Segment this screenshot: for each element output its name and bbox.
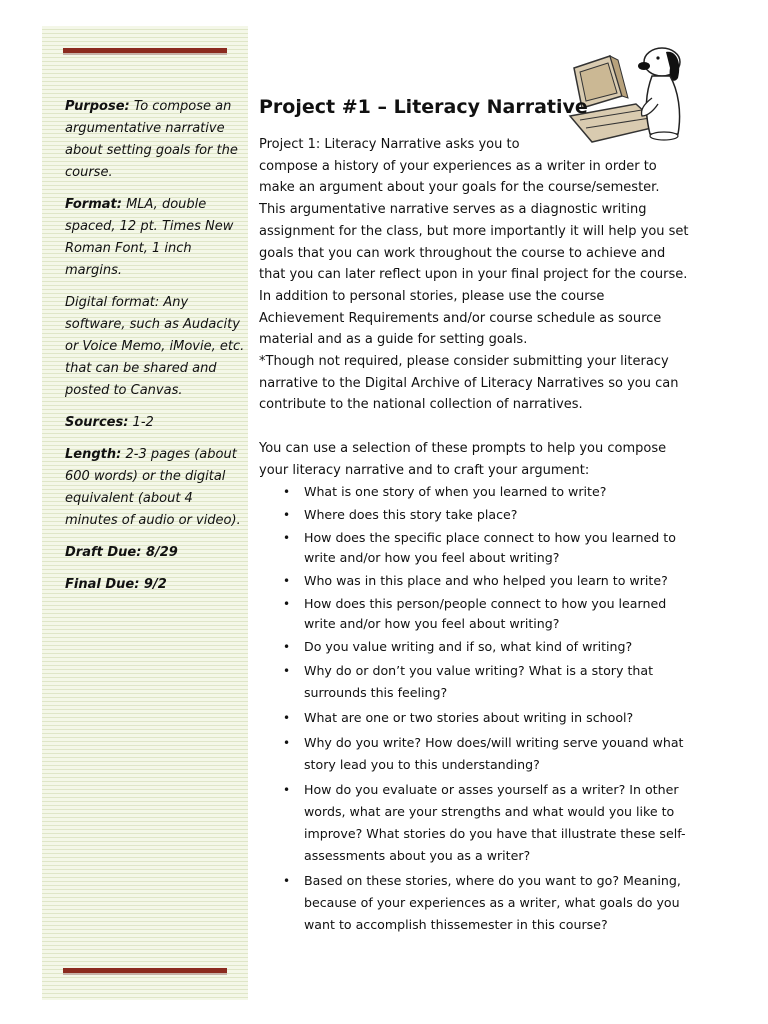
top-divider [63,48,227,55]
diagnostic-paragraph: This argumentative narrative serves as a diagnostic writing assignment for the class, but more importantly it will help you set goals that you can work throughout the course to achieve and that you can later reflect upon in your final project for the course. [259,202,689,283]
format-text: MLA, double spaced, 12 pt. Times New Roman Font, 1 inch margins. [65,197,234,278]
bullet-icon: • [283,530,291,545]
bullet-icon: • [283,639,291,654]
length-block [65,444,245,532]
bullet-icon: • [283,573,291,588]
list-item: • Why do or don’t you value writing? What is a story that surrounds this feeling? [259,660,689,704]
prompts-list [259,482,689,936]
main-content [259,92,689,939]
bullet-icon: • [283,596,291,611]
intro-paragraph: compose a history of your experiences as a writer in order to make an argument about your goals for the course/semester. [259,158,660,196]
bullet-icon: • [283,782,291,797]
digital-format-block: Digital format: Any software, such as Audacity or Voice Memo, iMovie, etc. that can be shared and posted to Canvas. [65,295,245,398]
intro-first-line: Project 1: Literacy Narrative asks you to [259,137,520,152]
sources-block [65,412,245,434]
length-label: Length: [65,447,122,462]
draft-due: Draft Due: 8/29 [65,545,178,560]
page-title: Project #1 – Literacy Narrative [259,96,588,118]
list-item: • What is one story of when you learned to write? [259,482,689,502]
purpose-block [65,96,245,184]
purpose-text: To compose an argumentative narrative about setting goals for the course. [65,99,238,180]
bullet-icon: • [283,710,291,725]
list-item: • Based on these stories, where do you want to go? Meaning, because of your experiences as a writer, what goals do you want to accomplish thissemester in this course? [259,870,689,936]
list-item: • Do you value writing and if so, what kind of writing? [259,637,689,657]
list-item: • What are one or two stories about writing in school? [259,707,689,729]
bottom-divider [63,968,227,975]
list-item: • How does the specific place connect to how you learned to write and/or how you feel about writing? [283,529,676,565]
bullet-icon: • [283,873,291,888]
archive-paragraph: *Though not required, please consider submitting your literacy narrative to the Digital Archive of Literacy Narratives so you can contribute to the national collection of narratives. [259,354,679,413]
sources-paragraph: In addition to personal stories, please use the course Achievement Requirements and/or course schedule as source material and as a guide for setting goals. [259,288,662,348]
list-item: • Who was in this place and who helped you learn to write? [259,571,689,591]
format-label: Format: [65,197,122,212]
final-due: Final Due: 9/2 [65,577,167,592]
sidebar-content [65,96,245,606]
list-item: • How do you evaluate or asses yourself as a writer? In other words, what are your strengths and what would you like to improve? What stories do you have that illustrate these self-assessments about you as a writer? [259,779,689,867]
sources-text: 1-2 [128,415,154,430]
bullet-icon: • [283,735,291,750]
list-item: • Where does this story take place? [259,505,689,525]
sources-label: Sources: [65,415,129,430]
bullet-icon: • [283,484,291,499]
list-item: • Why do you write? How does/will writing serve youand what story lead you to this understanding? [259,732,689,776]
length-text: 2-3 pages (about 600 words) or the digital equivalent (about 4 minutes of audio or video). [65,447,241,528]
bullet-icon: • [283,507,291,522]
bullet-icon: • [283,663,291,678]
format-block [65,194,245,282]
purpose-label: Purpose: [65,99,130,114]
list-item: • How does this person/people connect to how you learned write and/or how you feel about writing? [283,595,667,631]
prompts-intro: You can use a selection of these prompts to help you compose your literacy narrative and to craft your argument: [259,441,667,478]
